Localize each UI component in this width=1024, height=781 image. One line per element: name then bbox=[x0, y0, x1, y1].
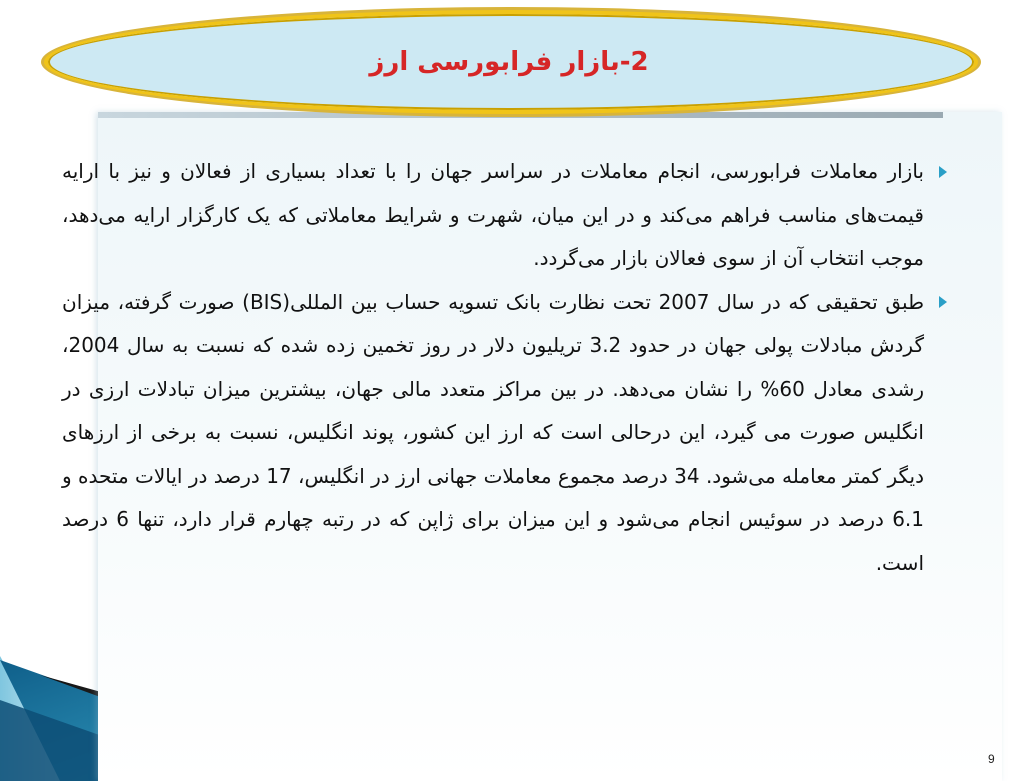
triangle-bullet-icon bbox=[936, 150, 948, 193]
page-number: 9 bbox=[988, 752, 995, 766]
bullet-item bbox=[62, 150, 948, 281]
slide-title: 2-بازار فرابورسی ارز bbox=[369, 47, 649, 77]
triangle-bullet-icon bbox=[936, 281, 948, 324]
slide-body bbox=[62, 150, 948, 585]
bullet-text: طبق تحقیقی که در سال 2007 تحت نظارت بانک تسویه حساب بین المللی(BIS) صورت گرفته، میزان گردش مبادلات پولی جهان در حدود 3.2 تریلیون دلار در روز تخمین زده شده که نسبت به سال 2004، رشدی معادل 60% را نشان می‌دهد. در بین مراکز متعدد مالی جهان، بیشترین میزان تبادلات ارزی در انگلیس صورت می گیرد، این درحالی است که ارز این کشور، پوند انگلیس، نسبت به برخی از ارزهای دیگر کمتر معامله می‌شود. 34 درصد مجموع معاملات جهانی ارز در انگلیس، 17 درصد در ایالات متحده و 6.1 درصد در سوئیس انجام می‌شود و این میزان برای ژاپن که در رتبه چهارم قرار دارد، تنها 6 درصد است. bbox=[62, 289, 924, 575]
title-banner bbox=[44, 10, 974, 110]
bullet-text: بازار معاملات فرابورسی، انجام معاملات در سراسر جهان را با تعداد بسیاری از فعالان و نیز با ارایه قیمت‌های مناسب فراهم می‌کند و در این میان، شهرت و شرایط معاملاتی که یک کارگزار ارایه می‌دهد، موجب انتخاب آن از سوی فعالان بازار می‌گردد. bbox=[62, 159, 924, 270]
bullet-item bbox=[62, 281, 948, 586]
